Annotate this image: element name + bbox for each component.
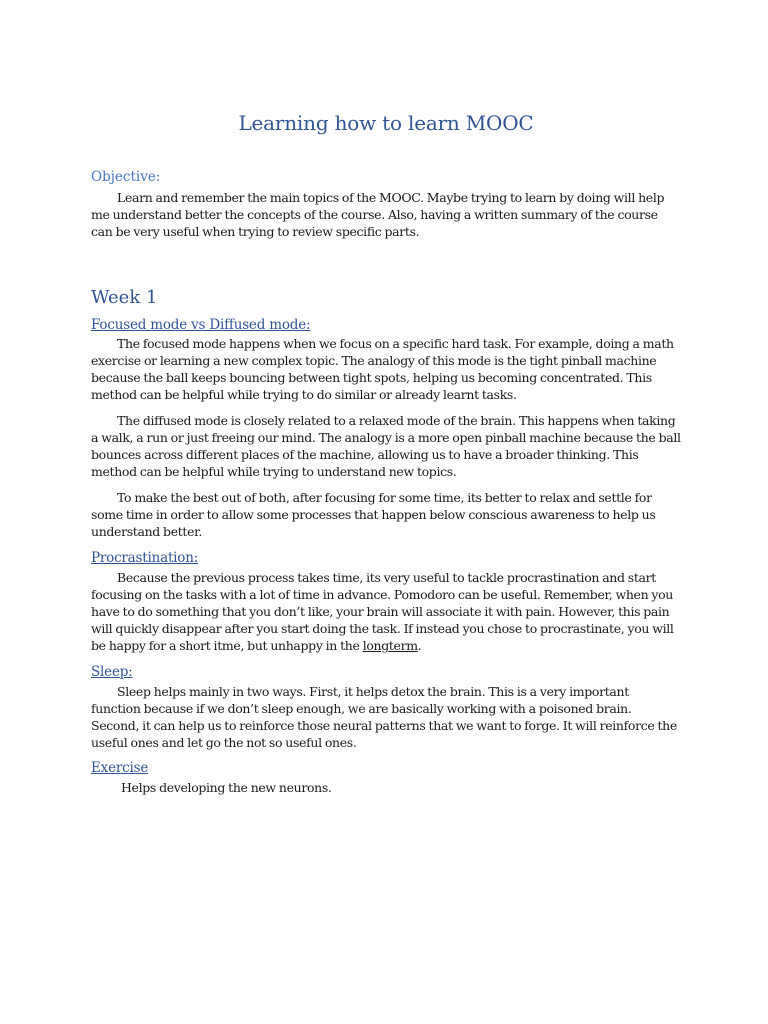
sleep-heading: Sleep: bbox=[91, 664, 133, 680]
procrastination-text: Because the previous process takes time, its very useful to tackle procrastination and start focusing on the tasks with a lot of time in advance. Pomodoro can be useful. Remember, when you have to do something that you don’t like, your brain will associate it with pain. However, this pain will quickly disappear after you start doing the task. If instead you chose to procrastinate, you will be happy for a short itme, but unhappy in the bbox=[91, 570, 674, 653]
sleep-paragraph: Sleep helps mainly in two ways. First, it helps detox the brain. This is a very important function because if we don’t sleep enough, we are basically working with a poisoned brain. Second, it can help us to reinforce those neural patterns that we want to forge. It will reinforce the useful ones and let go the not so useful ones. bbox=[91, 684, 677, 750]
focused-diffused-heading: Focused mode vs Diffused mode: bbox=[91, 317, 311, 333]
best-of-both-paragraph: To make the best out of both, after focusing for some time, its better to relax and settle for some time in order to allow some processes that happen below conscious awareness to help us understand better. bbox=[91, 490, 656, 539]
objective-heading: Objective: bbox=[91, 169, 161, 185]
procrastination-heading: Procrastination: bbox=[91, 550, 199, 566]
exercise-heading: Exercise bbox=[91, 760, 149, 776]
focused-mode-paragraph: The focused mode happens when we focus on a specific hard task. For example, doing a math exercise or learning a new complex topic. The analogy of this mode is the tight pinball machine because the ball keeps bouncing between tight spots, helping us becoming concentrated. This method can be helpful while trying to do similar or already learnt tasks. bbox=[91, 336, 674, 402]
procrastination-paragraph bbox=[91, 569, 681, 654]
procrastination-period: . bbox=[417, 638, 422, 653]
week-1-heading: Week 1 bbox=[91, 287, 158, 308]
exercise-paragraph: Helps developing the new neurons. bbox=[121, 780, 332, 795]
objective-text: Learn and remember the main topics of the MOOC. Maybe trying to learn by doing will help me understand better the concepts of the course. Also, having a written summary of the course can be very useful when trying to review specific parts. bbox=[91, 190, 665, 239]
longterm-word: longterm bbox=[362, 638, 418, 653]
document-title: Learning how to learn MOOC bbox=[238, 111, 534, 135]
diffused-mode-paragraph: The diffused mode is closely related to a relaxed mode of the brain. This happens when taking a walk, a run or just freeing our mind. The analogy is a more open pinball machine because the ball bounces across different places of the machine, allowing us to have a broader thinking. This method can be helpful while trying to understand new topics. bbox=[91, 413, 681, 479]
